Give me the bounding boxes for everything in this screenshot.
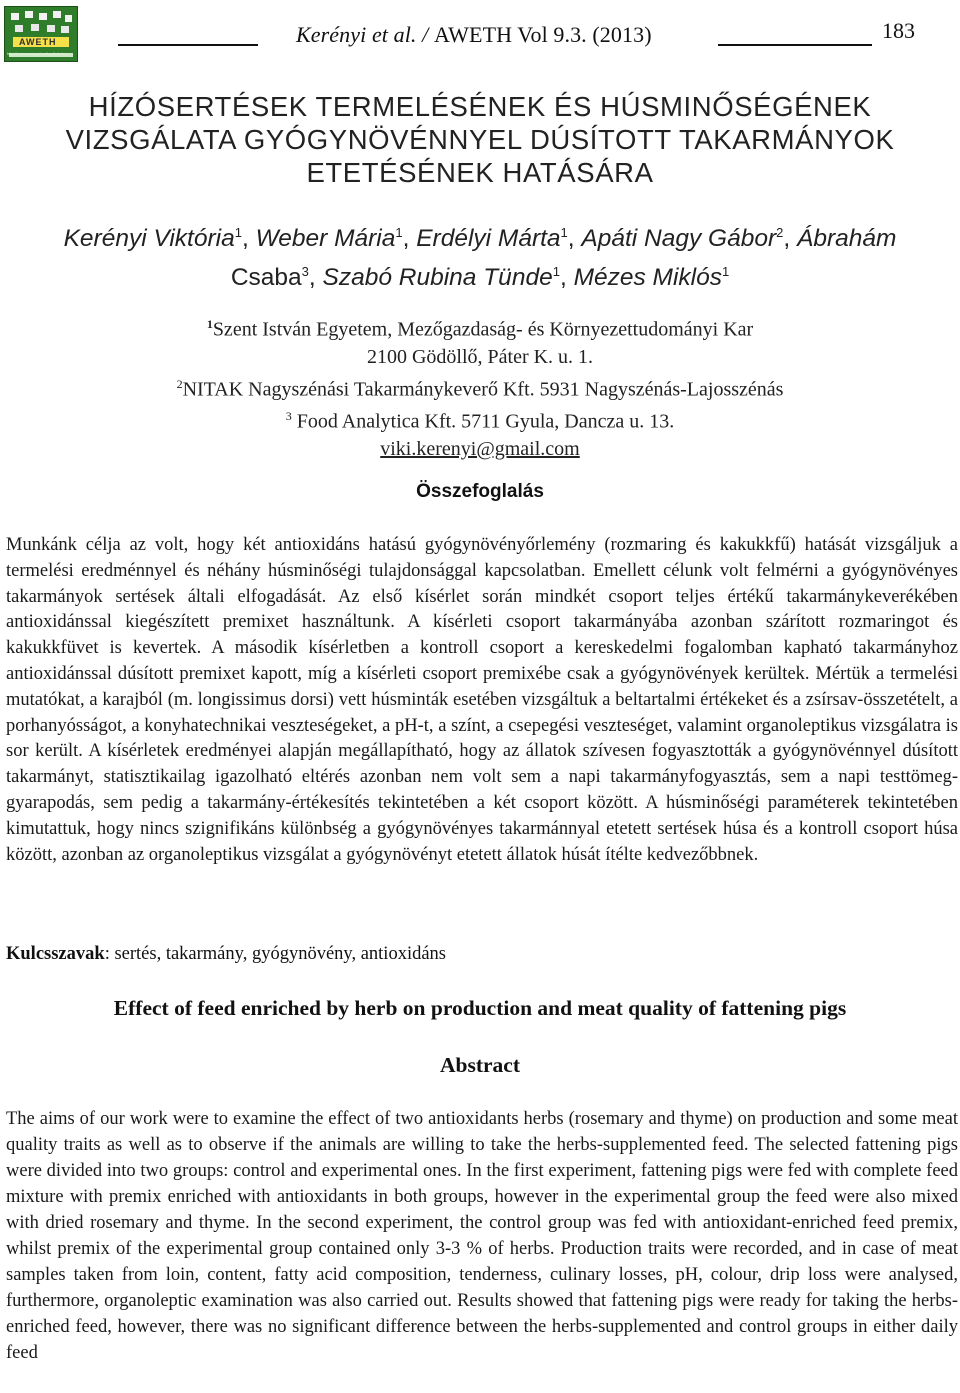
keywords-label: Kulcsszavak (6, 944, 105, 964)
affiliations (0, 311, 960, 463)
affil-text: Food Analytica Kft. 5711 Gyula, Dancza u. 13. (291, 410, 675, 433)
author-sep: , (308, 264, 323, 292)
running-header (296, 22, 652, 48)
summary-heading-hu: Összefoglalás (416, 481, 544, 502)
summary-text-hu: Munkánk célja az volt, hogy két antioxidáns hatású gyógynövényőrlemény (rozmaring és kakukkfű) hatását vizsgáljuk a termelési eredménnyel és néhány húsminőségi tulajdonsággal kapcsolatban. Emellett célunk volt felmérni a gyógynövényes takarmányok sertések általi elfogadását. Az első kísérlet során mindkét csoport teljes értékű takarmánykeverékében antioxidánssal kiegészített premixet használtunk. A kísérleti csoport takarmányába azonban szárított rozmaringot és kakukkfüvet is kevertek. A második kísérletben a kontroll csoport a kereskedelmi fogalomban kapható takarmányhoz antioxidánssal dúsított premixet kapott, míg a kísérleti csoport premixébe csak a gyógynövények kerültek. Mértük a termelési mutatókat, a karajból (m. longissimus dorsi) vett húsminták esetében vizsgáltuk a beltartalmi értékeket és a zsírsav-összetételt, a porhanyósságot, a konyhatechnikai veszteségeket, a pH-t, a színt, a csepegési veszteséget, valamint organoleptikus vizsgálatra is sor került. A kísérletek eredményei alapján megállapítható, hogy az állatok szívesen fogyasztották a gyógynövénnyel dúsított takarmányt, statisztikailag igazolható eltérés azonban nem volt sem a napi takarmányfogyasztás, sem a napi testtömeg-gyarapodás, sem pedig a takarmány-értékesítés tekintetében a két csoport között. A húsminőségi paraméterek tekintetében kimutattuk, hogy nincs szignifikáns különbség a gyógynövényes takarmánnyal etetett sertések húsa és a kontroll csoport húsa között, azonban az organoleptikus vizsgálat a gyógynövényt etetett állatok húsát ítélte kedvezőbbnek. (6, 535, 958, 865)
page-header (0, 0, 960, 70)
abstract-heading: Abstract (439, 1053, 520, 1077)
author-affil-sup: 1 (721, 264, 730, 280)
header-rule-left (118, 44, 258, 46)
author-name: Csaba (230, 264, 302, 292)
logo-url[interactable]: http://www.anyagebvattagikelo.hu (7, 51, 67, 56)
author-name: Apáti Nagy Gábor (581, 225, 777, 253)
author-sep: , (402, 225, 417, 253)
paper-title-hu (0, 90, 960, 189)
author-affil-sup: 1 (552, 264, 560, 280)
contact-email (0, 436, 960, 463)
author-affil-sup: 2 (776, 225, 784, 240)
author-sep: , (241, 225, 256, 253)
logo-text: AWETH (19, 37, 57, 47)
author-sep: , (567, 225, 582, 253)
keywords (6, 941, 958, 967)
author-list (0, 216, 960, 294)
affiliation-1-address: 2100 Gödöllő, Páter K. u. 1. (366, 345, 594, 368)
title-line: HÍZÓSERTÉSEK TERMELÉSÉNEK ÉS HÚSMINŐSÉGÉNEK (88, 91, 872, 122)
author-name: Ábrahám (797, 225, 897, 253)
author-name: Kerényi Viktória (63, 225, 235, 253)
author-affil-sup: 3 (301, 264, 309, 280)
page-number: 183 (882, 18, 915, 43)
running-journal: AWETH Vol 9.3. (2013) (433, 22, 652, 47)
author-line-1 (0, 216, 960, 255)
author-name: Weber Mária (255, 225, 396, 253)
author-name: Mézes Miklós (573, 264, 722, 292)
affil-sup: 3 (285, 409, 292, 424)
email-link[interactable]: viki.kerenyi@gmail.com (380, 437, 580, 460)
affil-text: NITAK Nagyszénási Takarmánykeverő Kft. 5931 Nagyszénás-Lajosszénás (182, 378, 784, 401)
author-sep: , (783, 225, 798, 253)
running-authors: Kerényi et al. / (296, 22, 434, 47)
affil-text: Szent István Egyetem, Mezőgazdaság- és Környezettudományi Kar (212, 318, 754, 341)
author-affil-sup: 1 (395, 225, 403, 240)
affiliation-1 (0, 311, 960, 344)
title-line: VIZSGÁLATA GYÓGYNÖVÉNNYEL DÚSÍTOTT TAKARMÁNYOK (65, 124, 895, 155)
keywords-list: : sertés, takarmány, gyógynövény, antioxidáns (104, 944, 446, 964)
aweth-logo (4, 6, 78, 62)
title-line: ETETÉSÉNEK HATÁSÁRA (306, 157, 654, 188)
affiliation-2 (0, 371, 960, 404)
author-affil-sup: 1 (234, 225, 242, 240)
author-line-2 (0, 255, 960, 294)
author-sep: , (559, 264, 574, 292)
affil-sup: 2 (176, 376, 183, 391)
header-rule-right (718, 44, 872, 46)
author-name: Erdélyi Márta (416, 225, 561, 253)
author-name: Szabó Rubina Tünde (322, 264, 553, 292)
abstract-text-en: The aims of our work were to examine the effect of two antioxidants herbs (rosemary and thyme) on production and some meat quality traits as well as to observe if the animals are willing to take the herbs-supplemented feed. The selected fattening pigs were divided into two groups: control and experimental ones. In the first experiment, fattening pigs were fed with complete feed mixture with premix enriched with antioxidants in both groups, however in the experimental group the feed were also mixed with dried rosemary and thyme. In the second experiment, the control group was fed with antioxidant-enriched feed premix, whilst premix of the experimental group contained only 3-3 % of herbs. Production traits were recorded, and in case of meat samples taken from loin, content, fatty acid composition, tenderness, culinary losses, pH, colour, drip loss were analysed, furthermore, organoleptic examination was also carried out. Results showed that fattening pigs were ready for taking the herbs-enriched feed, however, there was no significant difference between the herbs-supplemented and control groups in either daily feed (6, 1109, 958, 1363)
affiliation-3 (0, 403, 960, 436)
paper-title-en: Effect of feed enriched by herb on production and meat quality of fattening pigs (113, 996, 847, 1020)
affil-sup: 1 (206, 317, 213, 331)
author-affil-sup: 1 (560, 225, 568, 240)
